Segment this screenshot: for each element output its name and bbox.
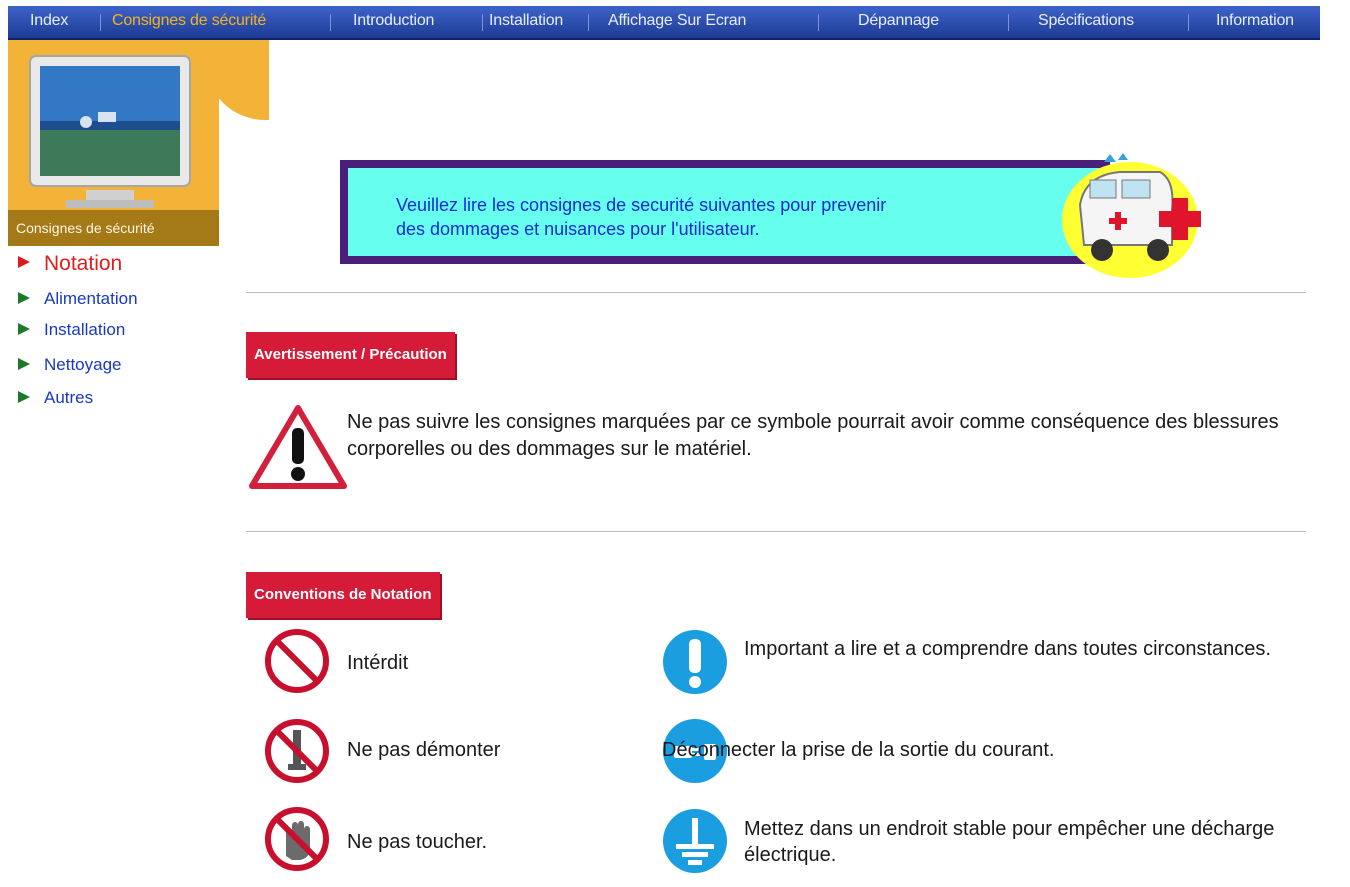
sidebar-caption: Consignes de sécurité	[8, 210, 219, 246]
convention-text-ground: Mettez dans un endroit stable pour empêcher une décharge électrique.	[744, 818, 1275, 866]
warning-triangle-icon	[248, 404, 348, 490]
sidebar-item-label: Notation	[44, 252, 123, 275]
convention-text-unplug: Déconnecter la prise de la sortie du courant.	[662, 739, 1055, 761]
nav-divider	[588, 14, 589, 31]
no-touch-icon	[264, 806, 330, 872]
divider	[246, 292, 1306, 293]
nav-introduction[interactable]: Introduction	[353, 12, 435, 29]
arrow-right-icon	[18, 292, 30, 304]
sidebar-item-installation[interactable]	[18, 320, 125, 340]
ambulance-icon	[1060, 150, 1220, 280]
convention-text-prohibited: Intérdit	[347, 652, 409, 674]
nav-divider	[330, 14, 331, 31]
no-disassemble-icon	[264, 718, 330, 784]
nav-specifications[interactable]: Spécifications	[1038, 12, 1134, 29]
nav-index[interactable]: Index	[30, 12, 69, 29]
monitor-illustration	[26, 52, 194, 210]
prohibited-icon	[264, 628, 330, 694]
convention-text-no-disassemble: Ne pas démonter	[347, 739, 501, 761]
sidebar-item-label: Autres	[44, 388, 94, 407]
arrow-right-icon	[18, 391, 30, 403]
top-navigation	[8, 6, 1320, 40]
sidebar-item-label: Nettoyage	[44, 355, 122, 374]
sidebar-item-label: Alimentation	[44, 289, 138, 308]
sidebar-item-label: Installation	[44, 320, 126, 339]
sidebar-item-alimentation[interactable]	[18, 289, 138, 309]
banner-text	[396, 193, 1056, 241]
nav-divider	[818, 14, 819, 31]
nav-divider	[1188, 14, 1189, 31]
arrow-right-icon	[18, 323, 30, 335]
sidebar-item-nettoyage[interactable]	[18, 355, 122, 375]
sidebar-item-notation[interactable]	[18, 252, 122, 276]
banner-inner	[348, 168, 1102, 256]
convention-text-important: Important a lire et a comprendre dans toutes circonstances.	[744, 638, 1271, 660]
nav-osd[interactable]: Affichage Sur Ecran	[608, 12, 747, 29]
warning-section-label: Avertissement / Précaution	[246, 332, 455, 378]
conventions-section-label: Conventions de Notation	[246, 572, 440, 618]
nav-troubleshooting[interactable]: Dépannage	[858, 12, 939, 29]
convention-text-no-touch: Ne pas toucher.	[347, 831, 488, 853]
nav-information[interactable]: Information	[1216, 12, 1294, 29]
sidebar-item-autres[interactable]	[18, 388, 93, 408]
intro-banner	[340, 160, 1110, 264]
arrow-right-icon	[18, 358, 30, 370]
divider	[246, 531, 1306, 532]
banner-line-1: Veuillez lire les consignes de securité suivantes pour prevenir	[396, 195, 887, 215]
banner-line-2: des dommages et nuisances pour l'utilisateur.	[396, 219, 760, 239]
ground-icon	[662, 808, 728, 874]
arrow-right-icon	[18, 256, 30, 268]
nav-divider	[1008, 14, 1009, 31]
nav-divider	[100, 14, 101, 31]
important-exclamation-icon	[662, 629, 728, 695]
nav-safety[interactable]: Consignes de sécurité	[112, 12, 267, 29]
nav-divider	[482, 14, 483, 31]
warning-text: Ne pas suivre les consignes marquées par ce symbole pourrait avoir comme conséquence des blessures corporelles ou des dommages sur le matériel.	[347, 411, 1279, 460]
nav-installation[interactable]: Installation	[489, 12, 564, 29]
